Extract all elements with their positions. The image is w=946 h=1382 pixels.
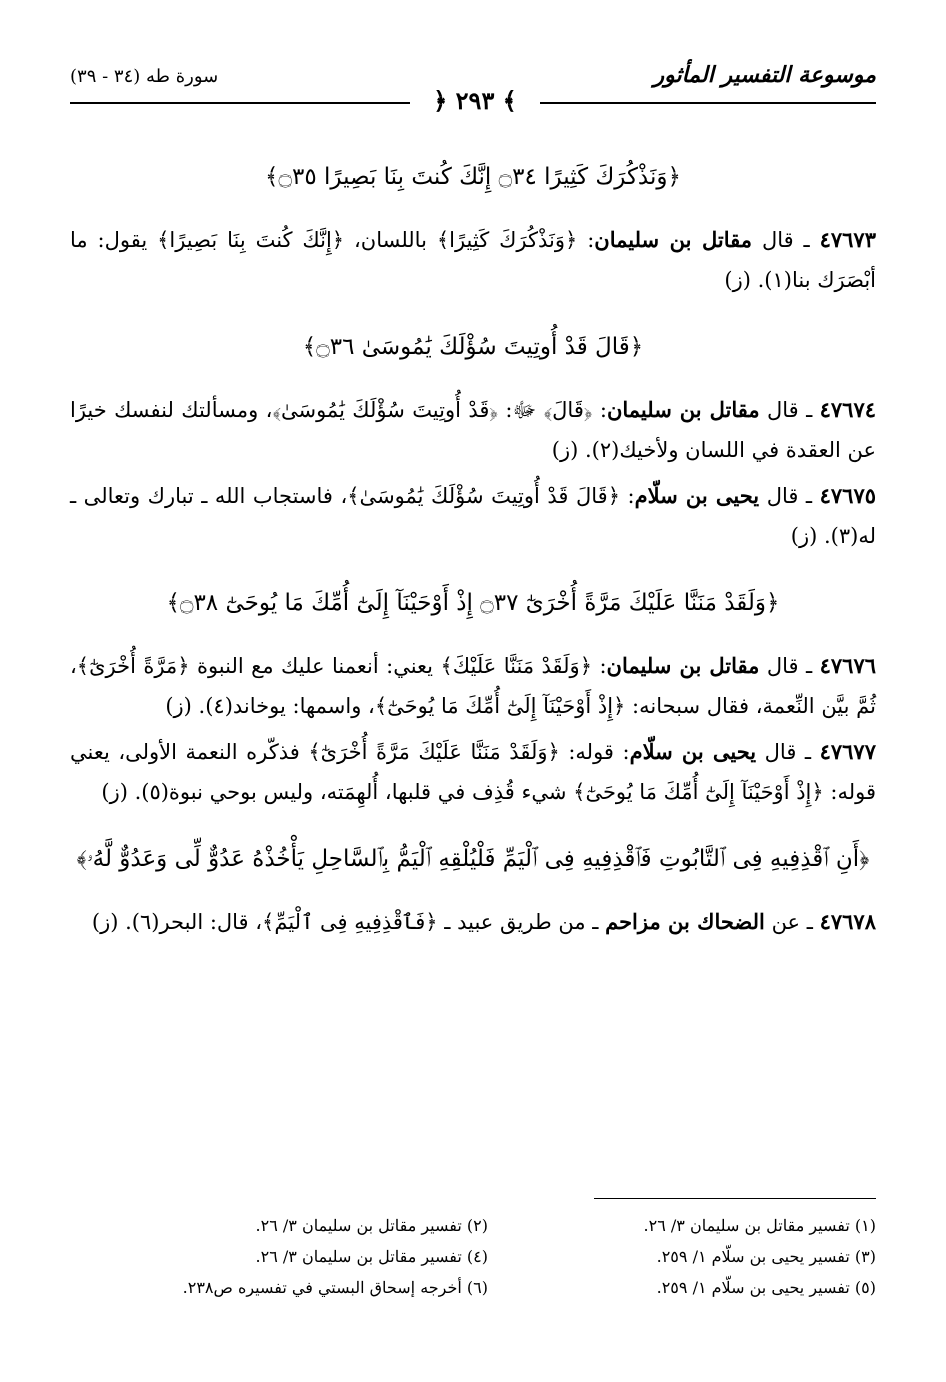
quran-verse: ﴿قَالَ قَدْ أُوتِيتَ سُؤْلَكَ يَٰمُوسَىٰ ۝٣٦﴾ [302,334,644,360]
tafsir-entry [70,390,876,470]
tafsir-entry [70,646,876,726]
entry-number: ٤٧٦٧٧ [819,739,876,764]
book-title: موسوعة التفسير المأثور [653,62,876,88]
entry-prefix: ـ قال [759,654,820,678]
quran-verse: ﴿وَلَقَدْ مَنَنَّا عَلَيْكَ مَرَّةً أُخْرَىٰٓ ۝٣٧ إِذْ أَوْحَيْنَآ إِلَىٰٓ أُمِّكَ مَا يُوحَىٰٓ ۝٣٨﴾ [166,590,780,616]
entry-number: ٤٧٦٧٤ [819,397,877,422]
entry-prefix: ـ عن [764,910,820,934]
page-header [70,60,876,115]
entry-prefix: ـ قال [759,484,820,508]
entry-text: ـ من طريق عبيد ـ ﴿فَٱقْذِفِيهِ فِى ٱلْيَمِّ﴾، قال: البحر(٦). (ز) [91,910,606,934]
entry-text: : ﴿وَلَقَدْ مَنَنَّا عَلَيْكَ﴾ يعني: أنعمنا عليك مع النبوة ﴿مَرَّةً أُخْرَىٰٓ﴾، ثُمَّ بيَّن النِّعمة، فقال سبحانه: ﴿إِذْ أَوْحَيْنَآ إِلَىٰٓ أُمِّكَ مَا يُوحَىٰٓ﴾، واسمها: يوخاند(٤). (ز) [70,654,876,718]
tafsir-entry [70,732,876,812]
footnote: (١) تفسير مقاتل بن سليمان ٣/ ٢٦. [643,1216,876,1235]
quran-verse: ﴿وَنَذْكُرَكَ كَثِيرًا ۝٣٤ إِنَّكَ كُنتَ بِنَا بَصِيرًا ۝٣٥﴾ [265,164,681,190]
footnote: (٤) تفسير مقاتل بن سليمان ٣/ ٢٦. [255,1247,488,1266]
narrator-name: يحيى بن سلّام [629,739,757,764]
page-number: ﴿ ٢٩٣ ﴾ [433,86,517,115]
entry-text: : ﴿وَنَذْكُرَكَ كَثِيرًا﴾ باللسان، ﴿إِنَّكَ كُنتَ بِنَا بَصِيرًا﴾ يقول: ما أبْصَرَك بنا(١). (ز) [70,228,876,292]
entry-number: ٤٧٦٧٥ [819,483,877,508]
header-rule-right [540,102,876,104]
entry-number: ٤٧٦٧٣ [819,227,876,252]
footnotes [100,1212,876,1305]
narrator-name: مقاتل بن سليمان [594,227,753,252]
surah-reference: سورة طه (٣٤ - ٣٩) [70,66,219,87]
tafsir-entry [70,902,876,942]
header-rule-left [70,102,410,104]
footnote: (٦) أخرجه إسحاق البستي في تفسيره ص٢٣٨. [182,1278,488,1297]
footnote-divider [594,1198,876,1199]
entry-text: : ﴿قَالَ﴾ ﷻ: ﴿قَدْ أُوتِيتَ سُؤْلَكَ يَٰمُوسَىٰ﴾، ومسألتك لنفسك خيرًا عن العقدة في اللسان ولأخيك(٢). (ز) [70,398,876,462]
footnote: (٢) تفسير مقاتل بن سليمان ٣/ ٢٦. [255,1216,488,1235]
narrator-name: يحيى بن سلّام [634,483,760,508]
tafsir-entry [70,476,876,556]
entry-prefix: ـ قال [756,740,820,764]
entry-text: : ﴿قَالَ قَدْ أُوتِيتَ سُؤْلَكَ يَٰمُوسَىٰ﴾، فاستجاب الله ـ تبارك وتعالى ـ له(٣). (ز) [70,484,876,548]
narrator-name: مقاتل بن سليمان [606,397,760,422]
footnote: (٥) تفسير يحيى بن سلّام ١/ ٢٥٩. [656,1278,876,1297]
entry-number: ٤٧٦٧٨ [819,909,876,934]
entry-prefix: ـ قال [759,398,820,422]
entry-prefix: ـ قال [752,228,820,252]
entry-number: ٤٧٦٧٦ [819,653,877,678]
quran-verse: ﴿أَنِ ٱقْذِفِيهِ فِى ٱلتَّابُوتِ فَٱقْذِفِيهِ فِى ٱلْيَمِّ فَلْيُلْقِهِ ٱلْيَمُّ بِٱلسَّاحِلِ يَأْخُذْهُ عَدُوٌّ لِّى وَعَدُوٌّ لَّهُۥ﴾ [76,846,870,872]
entry-text: : قوله: ﴿وَلَقَدْ مَنَنَّا عَلَيْكَ مَرَّةً أُخْرَىٰٓ﴾ فذكّره النعمة الأولى، يعني قوله: ﴿إِذْ أَوْحَيْنَآ إِلَىٰٓ أُمِّكَ مَا يُوحَىٰٓ﴾ شيء قُذِف في قلبها، أُلهِمَته، وليس بوحي نبوة(٥). (ز) [70,740,876,804]
narrator-name: مقاتل بن سليمان [606,653,760,678]
narrator-name: الضحاك بن مزاحم [605,909,765,934]
tafsir-entry [70,220,876,300]
page-body [70,152,876,942]
footnote: (٣) تفسير يحيى بن سلّام ١/ ٢٥٩. [656,1247,876,1266]
